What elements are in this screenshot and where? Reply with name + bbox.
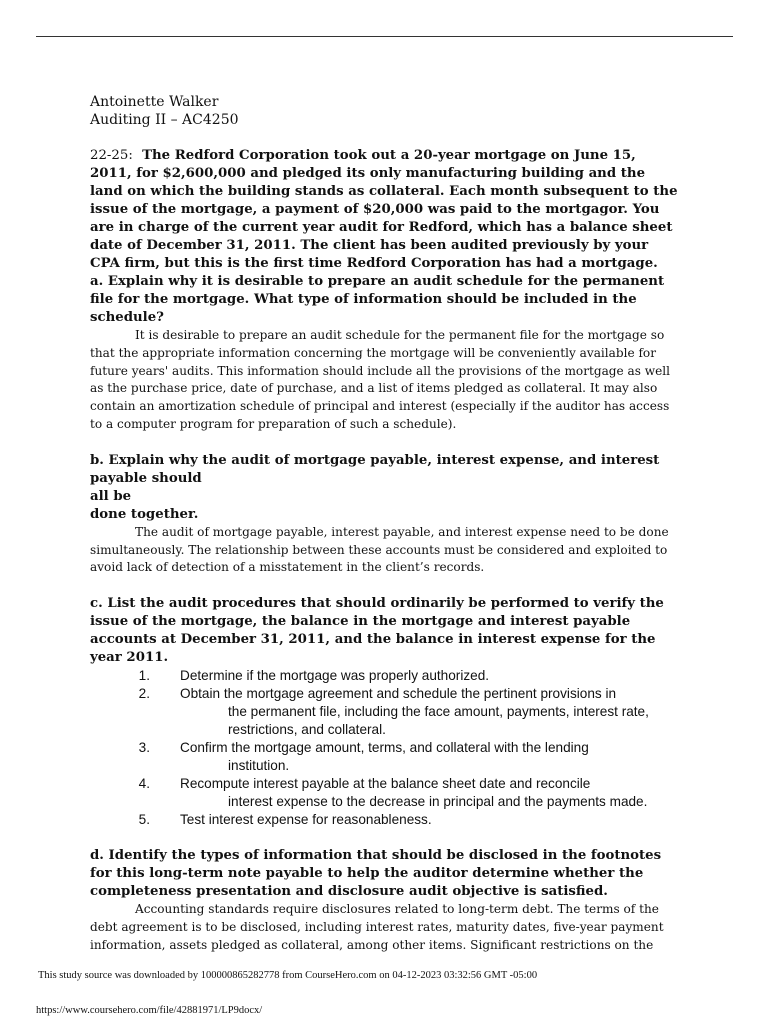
course-title: Auditing II – AC4250 (90, 112, 239, 128)
problem-number: 22-25: (90, 148, 133, 163)
procedure-number: 2. (138, 686, 150, 702)
question-d: d. Identify the types of information that should be disclosed in the footnotes for this long-term note payable to help the auditor determine whether the completeness presentation and disclosure audit objective is satisfied. (90, 848, 662, 900)
procedure-item (90, 739, 680, 775)
answer-b: The audit of mortgage payable, interest payable, and interest expense need to be done simultaneously. The relationship between these accounts must be considered and exploited to avoid lack of detection of a misstatement in the client’s records. (90, 524, 669, 575)
procedure-number: 3. (138, 740, 150, 756)
procedure-item (90, 667, 680, 685)
procedure-item (90, 811, 680, 829)
procedure-text: Determine if the mortgage was properly authorized. (180, 668, 490, 684)
document-body (90, 93, 680, 955)
top-divider (36, 36, 733, 37)
answer-d: Accounting standards require disclosures related to long-term debt. The terms of the debt agreement is to be disclosed, including interest rates, maturity dates, five-year payment information, assets pledged as collateral, among other items. Significant restrictions on the (90, 902, 664, 952)
question-b-line3: done together. (90, 506, 199, 522)
download-source-note: This study source was downloaded by 100000865282778 from CourseHero.com on 04-12-2023 03:32:56 GMT -05:00 (38, 970, 538, 981)
procedure-continuation: interest expense to the decrease in principal and the payments made. (228, 794, 648, 810)
procedure-continuation: institution. (228, 758, 290, 774)
procedure-text: Obtain the mortgage agreement and schedule the pertinent provisions in (180, 686, 617, 702)
question-b-line1: b. Explain why the audit of mortgage payable, interest expense, and interest payable should (90, 452, 660, 486)
procedure-list (90, 667, 680, 829)
procedure-item (90, 775, 680, 811)
procedure-item (90, 685, 680, 739)
problem-text: The Redford Corporation took out a 20-year mortgage on June 15, 2011, for $2,600,000 and pledged its only manufacturing building and the land on which the building stands as collateral. Each month subsequent to the issue of the mortgage, a payment of $20,000 was paid to the mortgagor. You are in charge of the current year audit for Redford, which has a balance sheet date of December 31, 2011. The client has been audited previously by your CPA firm, but this is the first time Redford Corporation has had a mortgage. (90, 148, 678, 271)
problem-statement (90, 147, 680, 273)
question-b (90, 452, 680, 524)
question-c: c. List the audit procedures that should ordinarily be performed to verify the issue of the mortgage, the balance in the mortgage and interest payable accounts at December 31, 2011, and the balance in interest expense for the year 2011. (90, 596, 664, 666)
procedure-text: Confirm the mortgage amount, terms, and collateral with the lending (180, 740, 589, 756)
author-name: Antoinette Walker (90, 94, 219, 110)
procedure-continuation: the permanent file, including the face amount, payments, interest rate, restrictions, and collateral. (228, 704, 649, 738)
procedure-number: 1. (138, 668, 150, 684)
procedure-number: 5. (138, 812, 150, 828)
procedure-number: 4. (138, 776, 150, 792)
question-a: a. Explain why it is desirable to prepare an audit schedule for the permanent file for the mortgage. What type of information should be included in the schedule? (90, 274, 665, 325)
procedure-text: Test interest expense for reasonableness. (180, 812, 432, 828)
procedure-text: Recompute interest payable at the balance sheet date and reconcile (180, 776, 591, 792)
source-url[interactable]: https://www.coursehero.com/file/42881971/LP9docx/ (36, 1005, 263, 1016)
question-b-line2: all be (90, 488, 132, 504)
answer-a: It is desirable to prepare an audit schedule for the permanent file for the mortgage so that the appropriate information concerning the mortgage will be conveniently available for future years' audits. This information should include all the provisions of the mortgage as well as the purchase price, date of purchase, and a list of items pledged as collateral. It may also contain an amortization schedule of principal and interest (especially if the auditor has access to a computer program for preparation of such a schedule). (90, 328, 671, 431)
